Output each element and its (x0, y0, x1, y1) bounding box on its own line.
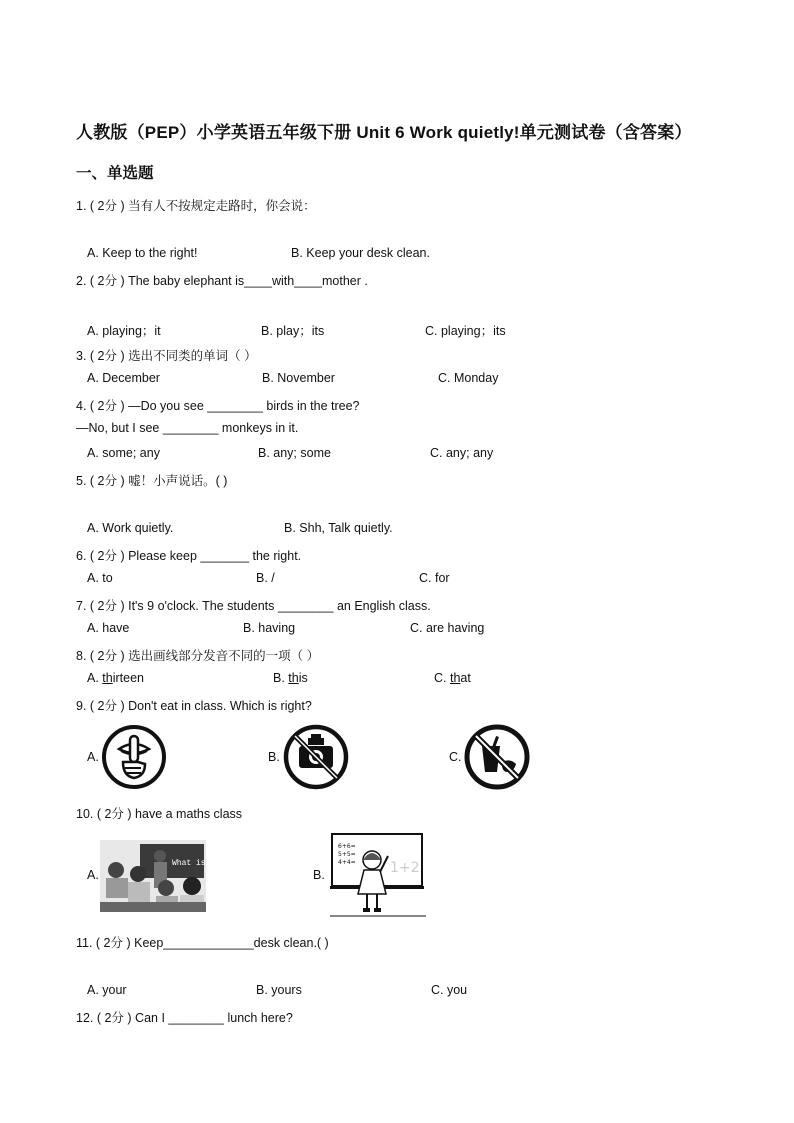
underlined-part: th (288, 671, 299, 685)
section-heading: 一、单选题 (76, 165, 154, 182)
question-4-option-b[interactable]: B. any; some (258, 446, 331, 460)
question-5-option-b[interactable]: B. Shh, Talk quietly. (284, 521, 393, 535)
question-11-option-b[interactable]: B. yours (256, 983, 302, 997)
question-3-option-a[interactable]: A. December (87, 371, 160, 385)
svg-text:6+6=: 6+6= (338, 843, 356, 850)
question-3-option-c[interactable]: C. Monday (438, 371, 499, 385)
question-8-option-c[interactable] (434, 671, 471, 685)
question-9-option-c[interactable]: C. (449, 750, 462, 764)
question-4-stem: 4. ( 2分 ) —Do you see ________ birds in the tree? (76, 399, 360, 413)
blackboard-text: What is (172, 859, 206, 868)
question-9-option-b[interactable]: B. (268, 750, 280, 764)
question-1-stem: 1. ( 2分 ) 当有人不按规定走路时，你会说： (76, 199, 316, 213)
question-4-option-c[interactable]: C. any; any (430, 446, 494, 460)
question-2-option-c[interactable]: C. playing；its (425, 324, 506, 338)
word-rest: is (298, 671, 308, 685)
question-7-stem: 7. ( 2分 ) It's 9 o'clock. The students ________ an English class. (76, 599, 431, 613)
option-letter: B. (273, 671, 289, 685)
underlined-part: th (102, 671, 113, 685)
question-9-stem: 9. ( 2分 ) Don't eat in class. Which is right? (76, 699, 312, 713)
question-6-stem: 6. ( 2分 ) Please keep _______ the right. (76, 549, 302, 563)
question-7-option-b[interactable]: B. having (243, 621, 296, 635)
question-4-stem-line2: —No, but I see ________ monkeys in it. (76, 421, 299, 435)
word-rest: at (460, 671, 471, 685)
child-at-blackboard-picture[interactable] (330, 832, 426, 918)
no-food-drink-sign-icon[interactable] (464, 724, 530, 790)
question-1-option-b[interactable]: B. Keep your desk clean. (291, 246, 430, 260)
question-5-option-a[interactable]: A. Work quietly. (87, 521, 174, 535)
classroom-picture[interactable] (100, 840, 206, 912)
no-camera-sign-icon[interactable] (283, 724, 349, 790)
question-3-option-b[interactable]: B. November (262, 371, 335, 385)
shush-sign-icon[interactable] (101, 724, 167, 790)
question-11-stem: 11. ( 2分 ) Keep_____________desk clean.( ) (76, 936, 329, 950)
svg-text:1+2: 1+2 (390, 860, 420, 876)
question-10-option-a[interactable]: A. (87, 868, 99, 882)
question-6-option-a[interactable]: A. to (87, 571, 113, 585)
question-9-option-a[interactable]: A. (87, 750, 99, 764)
word-rest: irteen (112, 671, 145, 685)
question-11-option-c[interactable]: C. you (431, 983, 468, 997)
page-title: 人教版（PEP）小学英语五年级下册 Unit 6 Work quietly!单元测试卷（含答案） (76, 123, 692, 142)
question-10-option-b[interactable]: B. (313, 868, 325, 882)
question-8-option-a[interactable] (87, 671, 144, 685)
question-1-option-a[interactable]: A. Keep to the right! (87, 246, 198, 260)
question-10-stem: 10. ( 2分 ) have a maths class (76, 807, 243, 821)
question-5-stem: 5. ( 2分 ) 嘘！小声说话。( ) (76, 474, 228, 488)
question-7-option-a[interactable]: A. have (87, 621, 130, 635)
question-3-stem: 3. ( 2分 ) 选出不同类的单词（ ） (76, 349, 257, 363)
svg-text:5+5=: 5+5= (338, 851, 356, 858)
question-2-option-a[interactable]: A. playing；it (87, 324, 161, 338)
underlined-part: th (449, 671, 461, 685)
question-8-stem: 8. ( 2分 ) 选出画线部分发音不同的一项（ ） (76, 649, 320, 663)
question-8-option-b[interactable] (273, 671, 308, 685)
svg-text:4+4=: 4+4= (338, 859, 356, 866)
question-2-stem: 2. ( 2分 ) The baby elephant is____with____mother . (76, 274, 368, 288)
option-letter: A. (87, 671, 103, 685)
question-12-stem: 12. ( 2分 ) Can I ________ lunch here? (76, 1011, 293, 1025)
question-2-option-b[interactable]: B. play；its (261, 324, 325, 338)
question-11-option-a[interactable]: A. your (87, 983, 127, 997)
option-letter: C. (434, 671, 450, 685)
question-6-option-b[interactable]: B. / (256, 571, 275, 585)
question-7-option-c[interactable]: C. are having (410, 621, 485, 635)
question-4-option-a[interactable]: A. some; any (87, 446, 160, 460)
question-6-option-c[interactable]: C. for (419, 571, 450, 585)
